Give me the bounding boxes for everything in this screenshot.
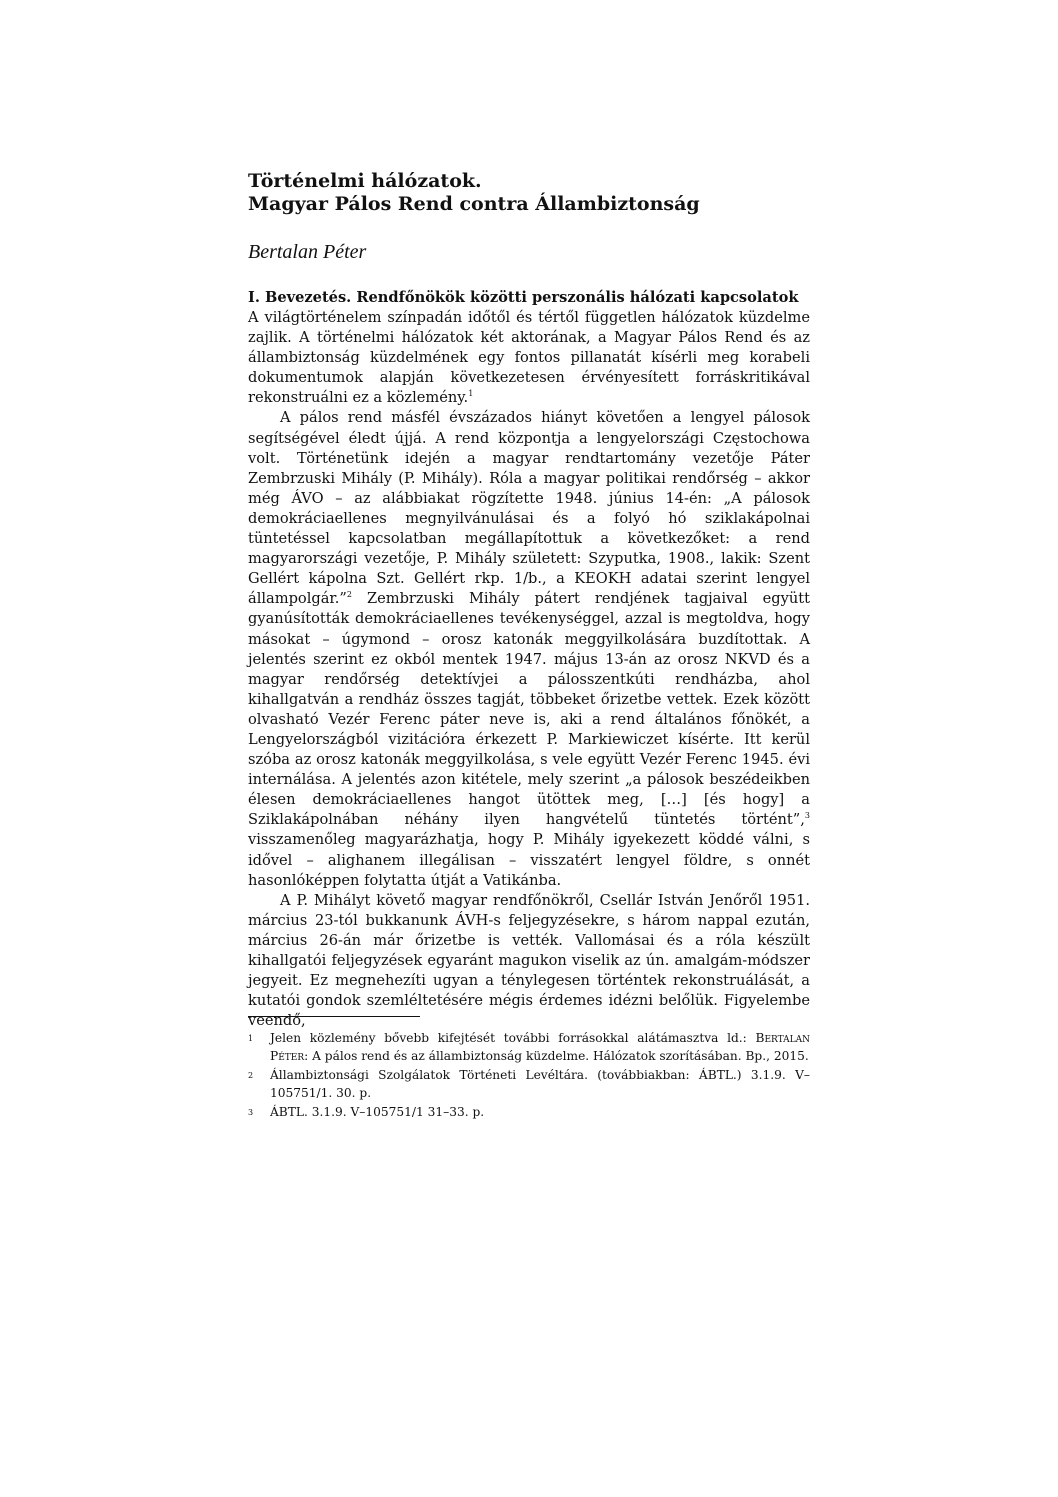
- footnote-1: [248, 1030, 810, 1065]
- footnote-ref-1[interactable]: 1: [468, 389, 474, 399]
- footnote-text: ÁBTL. 3.1.9. V–105751/1 31–33. p.: [270, 1105, 485, 1119]
- footnotes: [248, 1030, 810, 1124]
- article-title: [248, 170, 810, 216]
- footnote-3: [248, 1104, 810, 1122]
- paragraph-2-text-c: visszamenőleg magyarázhatja, hogy P. Mihály igyekezett köddé válni, s idővel – alighanem illegálisan – visszatért lengyel földre, s onnét hasonlóképpen folytatta útját a Vatikánba.: [248, 831, 810, 889]
- section-heading: I. Bevezetés. Rendfőnökök közötti perszonális hálózati kapcsolatok: [248, 289, 799, 306]
- title-line-2: Magyar Pálos Rend contra Állambiztonság: [248, 193, 700, 215]
- article-body: [248, 170, 810, 1031]
- footnote-text: Állambiztonsági Szolgálatok Történeti Levéltára. (továbbiakban: ÁBTL.) 3.1.9. V–105751/1. 30. p.: [270, 1068, 810, 1100]
- footnote-1-pre: Jelen közlemény bővebb kifejtését további forrásokkal alátámasztva ld.:: [270, 1031, 756, 1045]
- footnote-divider: [248, 1016, 420, 1017]
- paragraph-3: A P. Mihályt követő magyar rendfőnökről, Csellár István Jenőről 1951. március 23-tól bukkanunk ÁVH-s feljegyzésekre, s három nappal ezután, március 26-án már őrizetbe is vették. Vallomásai és a róla készült kihallgatói feljegyzések egyaránt magukon viselik az ún. amalgám-módszer jegyeit. Ez megnehezíti ugyan a ténylegesen történtek rekonstruálását, a kutatói gondok szemléltetésére mégis érdemes idézni belőlük. Figyelembe veendő,: [248, 891, 810, 1030]
- title-line-1: Történelmi hálózatok.: [248, 170, 482, 192]
- footnote-number: 2: [248, 1071, 254, 1080]
- footnote-number: 3: [248, 1108, 254, 1117]
- footnote-number: 1: [248, 1034, 254, 1043]
- paragraph-2-text-b: Zembrzuski Mihály pátert rendjének tagjaival együtt gyanúsították demokráciaellenes tevékenységgel, azzal is megtoldva, hogy másokat – úgymond – orosz katonák meggyilkolására buzdítottak. A jelentés szerint ez okból mentek 1947. május 13-án az orosz NKVD és a magyar rendőrség detektívjei a pálosszentkúti rendházba, ahol kihallgatván a rendház összes tagját, többeket őrizetbe vettek. Ezek között olvasható Vezér Ferenc páter neve is, aki a rend általános főnökét, a Lengyelországból vizitációra érkezett P. Markiewiczet kísérte. Itt kerül szóba az orosz katonák meggyilkolása, s vele együtt Vezér Ferenc 1945. évi internálása. A jelentés azon kitétele, mely szerint „a pálosok beszédeikben élesen demokráciaellenes hangot ütöttek meg, […] [és hogy] a Sziklakápolnában néhány ilyen hangvételű tüntetés történt”,: [248, 590, 810, 829]
- footnote-ref-3[interactable]: 3: [804, 811, 810, 821]
- paragraph-1: [248, 308, 810, 408]
- author-name: Bertalan Péter: [248, 241, 367, 263]
- footnote-1-post: : A pálos rend és az állambiztonság küzdelme. Hálózatok szorításában. Bp., 2015.: [304, 1048, 809, 1063]
- footnote-1-author: Bertalan Péter: [270, 1031, 810, 1063]
- paragraph-2-text-a: A pálos rend másfél évszázados hiányt követően a lengyel pálosok segítségével éledt újjá. A rend központja a lengyelországi Częstochowa volt. Történetünk idején a magyar rendtartomány vezetője Páter Zembrzuski Mihály (P. Mihály). Róla a magyar politikai rendőrség – akkor még ÁVO – az alábbiakat rögzítette 1948. június 14-én: „A pálosok demokráciaellenes megnyilvánulásai és a folyó hó sziklakápolnai tüntetéssel kapcsolatban megállapítottuk a következőket: a rend magyarországi vezetője, P. Mihály született: Szyputka, 1908., lakik: Szent Gellért kápolna Szt. Gellért rkp. 1/b., a KEOKH adatai szerint lengyel állampolgár.”: [248, 409, 810, 608]
- footnote-ref-2[interactable]: 2: [346, 590, 352, 600]
- footnote-text: [270, 1030, 810, 1065]
- paragraph-1-text: A világtörténelem színpadán időtől és tértől független hálózatok küzdelme zajlik. A történelmi hálózatok két aktorának, a Magyar Pálos Rend és az állambiztonság küzdelmének egy fontos pillanatát kísérli meg korabeli dokumentumok alapján következetesen érvényesített forráskritikával rekonstruálni ez a közlemény.: [248, 309, 810, 407]
- paragraph-2: [248, 408, 810, 890]
- footnote-2: [248, 1067, 810, 1102]
